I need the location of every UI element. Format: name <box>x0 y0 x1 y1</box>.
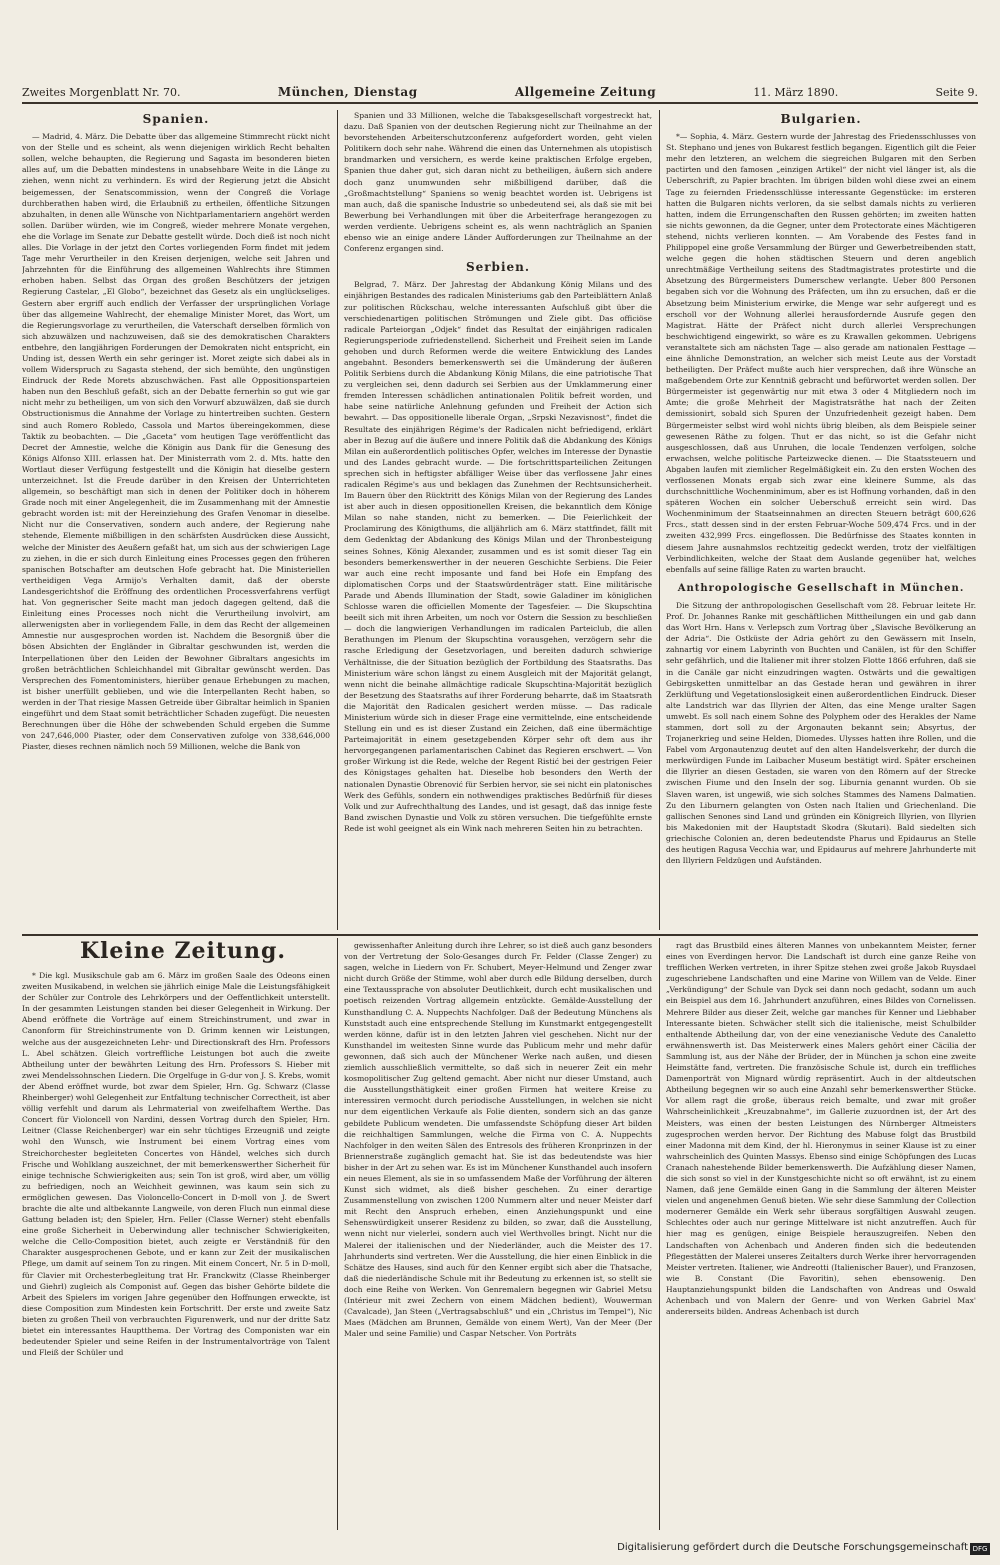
newspaper-title: Allgemeine Zeitung <box>514 85 657 99</box>
article-gemaelde-ausstellung: gewissenhafter Anleitung durch ihre Lehrer, so ist dieß auch ganz besonders von der Vertretung der Solo-Gesanges durch Fr. Felder (Classe Zenger) zu sagen, welche in Liedern von Fr. Schubert, Meyer-Helmund und Zenger zwar nicht durch Größe der Stimme, wohl aber durch edle Bildung derselben, durch eine Textaussprache von absoluter Deutlichkeit, durch echt musikalischen und poetisch reizenden Vortrag allgemein entzückte. Gemälde-Ausstellung der Kunsthandlung C. A. Nuppechts Nachfolger. Daß der Bedeutung Münchens als Kunststadt auch eine entsprechende Stellung im Kunstmarkt entgegengestellt werden könne, dafür ist in den letzten Jahren viel geschehen. Nicht nur der Kunsthandel im weitesten Sinne wurde das Publicum mehr und mehr dafür gewonnen, daß sich auch der Münchener Werke nach außen, und diesen ziemlich ausschließlich vermittelte, so daß sich in neuerer Zeit ein mehr kosmopolitischer Zug geltend gemacht. Aber nicht nur dieser Umstand, auch die Ausstellungsthätigkeit einer großen Firmen hat weitere Kreise zu interessiren vermocht durch periodische Ausstellungen, in welchen sie nicht nur dem eigentlichen Verkaufe als Folie dienten, sondern sich an das ganze gebildete Publicum wendeten. Die umfassendste Schöpfung dieser Art bilden die reichhaltigen Sammlungen, welche die Firma von C. A. Nuppechts Nachfolger in den weiten Sälen des Entresols des früheren Kronprinzen in der Briennerstraße zugänglich gemacht hat. Sie ist das bedeutendste was hier bisher in der Art zu sehen war. Es ist im Münchener Kunsthandel auch insofern ein neues Element, als sie in so umfassendem Maße der Vorführung der älteren Kunst sich widmet, als dieß bisher geschehen. Zu einer derartige Zusammenstellung von zwischen 1200 Nummern alter und neuer Meister darf mit Recht den Anspruch erheben, einen Anziehungspunkt und eine Sehenswürdigkeit unserer Residenz zu bilden, so zwar, daß die Ausstellung, wenn nicht nur vielerlei, sondern auch viel Werthvolles bringt. Nicht nur die Malerei der italienischen und der Niederländer, auch die Meister des 17. Jahrhunderts sind vertreten. Wer die Ausstellung, die hier einen Einblick in die Schätze des Hauses, sind auch für den Kenner ergibt sich aber die Thatsache, daß die niederländische Schule mit ihr Bedeutung zu erkennen ist, so stellt sie doch eine Reihe von Werken. Von Genremalern begegnen wir Gabriel Metsu (Intérieur mit zwei Zechern von einem Mädchen bedient), Wouwerman (Cavalcade), Jan Steen („Vertragsabschluß“ und ein „Christus im Tempel“), Nic Maes (Mädchen am Brunnen, Gemälde von einem Wert), Van der Meer (Der Maler und seine Familie) und Caspar Netscher. Von Porträts <box>344 941 652 1339</box>
column-rule <box>659 110 660 930</box>
digitization-credit: Digitalisierung gefördert durch die Deutsche Forschungsgemeinschaft <box>617 1542 968 1553</box>
column-kleine-zeitung-1 <box>22 970 330 1530</box>
column-kleine-zeitung-2 <box>344 940 652 1530</box>
dfg-logo: DFG <box>970 1543 990 1555</box>
column-serbien <box>344 110 652 928</box>
column-rule <box>659 938 660 1530</box>
issue-date: 11. März 1890. <box>753 86 839 99</box>
section-heading-serbien: Serbien. <box>465 260 531 275</box>
column-rule <box>337 110 338 930</box>
city-day: München, Dienstag <box>277 85 418 99</box>
issue-label: Zweites Morgenblatt Nr. 70. <box>22 86 181 99</box>
article-anthropologische: Die Sitzung der anthropologischen Gesellschaft vom 28. Februar leitete Hr. Prof. Dr. Johannes Ranke mit geschäftlichen Mittheilungen ein und gab dann das Wort Hrn. Hans v. Verlepsch zum Vortrag über „Slavische Bevölkerung an der Adria“. Die Ostküste der Adria gehört zu den Gewässern mit Inseln, zahnartig vor einem Labyrinth von Buchten und Canälen, ist für den Schiffer sehr gefährlich, und die Italiener mit ihrer stolzen Flotte 1866 erfuhren, daß sie in die Canäle gar nicht einzudringen wagten. Ostwärts und die gewaltigen Gebirgsketten unmittelbar an das Gestade heran und gewähren in ihrer Zerklüftung und Vegetationslosigkeit einen außerordentlichen Eindruck. Dieser alte Landstrich war das Illyrien der Alten, das eine Menge uralter Sagen umwebt. Es soll nach einem Sohne des Polyphem oder des Herakles der Name stammen, dort soll zu der Argonauten bekannt sein; Absyrtus, der Trojanerkrieg und seine Helden, Diomedes. Ulysses hatten ihre Rollen, und die Fabel vom Argonautenzug deutet auf den alten Handelsverkehr, der durch die merkwürdigen Funde im Laibacher Museum bestätigt wird. Später erscheinen die Illyrier an diesen Gestaden, sie waren von den Römern auf der Strecke zwischen Fiume und den Inseln der sog. Liburnia genannt wurden. Ob sie Slaven waren, ist ungewiß, wie sich solches Stammes des Namens Dalmatien. Zu den Liburnern gelangten von Osten nach Italien und Griechenland. Die gallischen Senones sind Land und gründen ein Königreich Illyrien, von Illyrien bis Makedonien mit der Hauptstadt Skodra (Skutari). Bald siedelten sich griechische Colonien an, deren bedeutendste Pharus und Epidaurus an Stelle des heutigen Ragusa Vecchia war, und Epidaurus auf mehrere Jahrhunderte mit den Illyriern Feldzügen und Aufständen. <box>666 600 976 866</box>
page-number: Seite 9. <box>935 86 978 99</box>
article-spanien: — Madrid, 4. März. Die Debatte über das allgemeine Stimmrecht rückt nicht von der Stelle und es scheint, als wenn diejenigen wirklich Recht behalten sollen, welche behaupten, die Regierung und Sagasta im besonderen bieten alles auf, um die Debatten mindestens in unabsehbare Weite in die Länge zu ziehen, wenn nicht zu verhindern. Es wird der Regierung jetzt die Absicht beigemessen, der Senatscommission, wenn der Congreß die Vorlage durchberathen haben wird, die Erlaubniß zu ertheilen, öffentliche Sitzungen abzuhalten, in denen alle Wünsche von Nichtparlamentariern angehört werden sollen. Darüber würden, wie im Congreß, wieder mehrere Monate vergehen, ehe die Vorlage im Senate zur Debatte gestellt würde. Doch dieß ist noch nicht alles. Die Vorlage in der jetzt den Cortes vorliegenden Form findet mit jedem Tage mehr Verurtheiler in den Kreisen derjenigen, welche seit Jahren und Jahrzehnten für die Einführung des allgemeinen Wahlrechts ihre Stimmen erhoben haben. Selbst das Organ des großen Beschützers der jetzigen Regierung Castelar, „El Globo“, bezeichnet das Gesetz als ein unglückseliges. Gestern aber ergriff auch endlich der Verfasser der ursprünglichen Vorlage über das allgemeine Wahlrecht, der ehemalige Minister Moret, das Wort, um die Regierungsvorlage zu verurtheilen, die Vaterschaft derselben förmlich von sich abzuwälzen und nachzuweisen, daß sie des demokratischen Charakters entbehre, den langjährigen Forderungen der Demokraten nicht entspricht, ein Unding ist, dessen Werth ein sehr geringer ist. Moret zeigte sich dabei als in vollem Widerspruch zu Sagasta stehend, der sich bemühte, den ungünstigen Eindruck der Rede Morets abzuschwächen. Fast alle Oppositionsparteien haben nun den Beschluß gefaßt, sich an der Debatte fernerhin so gut wie gar nicht mehr zu betheiligen, um von sich den Vorwurf abzuwälzen, daß sie durch Obstructionismus die Annahme der Vorlage zu hintertreiben suchten. Gestern sind auch Romero Robledo, Cassola und Martos übereingekommen, diese Taktik zu beobachten. — Die „Gaceta“ vom heutigen Tage veröffentlicht das Decret der Amnestie, welche die Königin aus Dank für die Genesung des Königs Alfonso XIII. erlassen hat. Der Ministerrath vom 2. d. Mts. hatte den Wortlaut dieser Verfügung festgestellt und die Königin hat dieselbe gestern unterzeichnet. Ist die Freude darüber in den Kreisen der Unterrichteten allgemein, so beschäftigt man sich in denen der Politiker doch in höherem Grade noch mit einer Angelegenheit, die im Zusammenhang mit der Amnestie gebracht worden ist: mit der Hereinziehung des Grafen Venomar in dieselbe. Nicht nur die Conservativen, sondern auch andere, der Regierung nahe stehende, Elemente mißbilligen in den schärfsten Ausdrücken diese Aussicht, welche der Minister des Aeußern gefaßt hat, um sich aus der schwierigen Lage zu ziehen, in die er sich durch Einleitung eines Processes gegen den früheren spanischen Botschafter am deutschen Hofe gebracht hat. Die Ministeriellen vertheidigen Vega Armijo's Verhalten damit, daß der oberste Landesgerichtshof die Eröffnung des ordentlichen Processverfahrens verfügt hat. Von gegnerischer Seite macht man jedoch dagegen geltend, daß die Einleitung eines Processes noch nicht die Verurtheilung involvirt, am allerwenigsten aber in vorliegendem Falle, in dem das Recht der allgemeinen Amnestie nur ausgesprochen worden ist. Nachdem die Besorgniß über die bösen Absichten der Engländer in Gibraltar geschwunden ist, werden die Interpellationen über den Leiden der Bewohner Gibraltars angesichts im großen beträchtlichen Schleichhandel mit Gibraltar gewünscht werden. Das Versprechen des Fomentoministers, hierüber genaue Erhebungen zu machen, ist bisher unerfüllt geblieben, und wie die Interpellanten Recht haben, so werden in der That riesige Massen Getreide über Gibraltar heimlich in Spanien eingeführt und dem Staat somit beträchtlicher Schaden zugefügt. Die neuesten Berechnungen über die Höhe der schwebenden Schuld ergeben die Summe von 247,646,000 Piaster, oder dem Conservativen zufolge von 338,646,000 Piaster, dieses rechnen nämlich noch 59 Millionen, welche die Bank von <box>22 132 330 752</box>
section-heading-kleine-zeitung: Kleine Zeitung. <box>79 938 287 964</box>
masthead <box>22 80 978 104</box>
article-bulgarien: *— Sophia, 4. März. Gestern wurde der Jahrestag des Friedensschlusses von St. Stephano und jenes von Bukarest festlich begangen. Eigentlich gilt die Feier mehr den letzteren, an welchem die siegreichen Bulgaren mit den Serben pactirten und den famosen „einzigen Artikel“ der nicht viel länger ist, als die Ueberschrift, zu Papier brachten. Im übrigen bilden wohl diese zwei an einem Tage zu feiernden Friedensschlüsse interessante Gegenstücke: im ersteren hatten die Bulgaren nichts verloren, da sie selbst damals nichts zu verlieren hatten, indem die Errungenschaften den Russen gehörten; im zweiten hatten sie nichts gewonnen, da die Gegner, unter dem Protectorate eines Mächtigeren stehend, nichts verlieren konnten. — Am Vorabende des Festes fand in Philippopel eine große Versammlung der Bürger und Gewerbetreibenden statt, welche gegen die hohen städtischen Steuern und deren angeblich unrechtmäßige Vertheilung seitens des Stadtmagistrates protestirte und die Absetzung des Bürgermeisters Dumerschew verlangte. Ueber 800 Personen begaben sich vor die Wohnung des Präfecten, um ihn zu ersuchen, daß er die Absetzung beim Ministerium erwirke, die Menge war sehr aufgeregt und es erscholl vor der Wohnung allerlei herausfordernde Ausrufe gegen den Magistrat. Hätte der Präfect nicht durch allerlei Versprechungen beschwichtigend eingewirkt, so wäre es zu Krawallen gekommen. Uebrigens veranstaltete sich am nächsten Tage — also gerade am nationalen Festtage — eine ähnliche Demonstration, an welcher sich meist Leute aus der Vorstadt betheiligten. Der Präfect mußte auch hier versprechen, daß ihre Wünsche an maßgebendem Orte zur Kenntniß gebracht und befürwortet werden sollen. Der Bürgermeister ist gegenwärtig nur mit etwa 3 oder 4 Mitgliedern noch im Amte; die große Mehrheit der Magistratsräthe hat nach der Zeiten demissionirt, sobald sich Spuren der Unzufriedenheit gezeigt haben. Dem Bürgermeister selbst wird wohl nichts übrig bleiben, als dem Beispiele seiner gewesenen Räthe zu folgen. Thut er das nicht, so ist die Gefahr nicht ausgeschlossen, daß aus Unruhen, die locale Tendenzen verfolgen, solche erwachsen, welche politische Parteizwecke dienen. — Die Staatssteuern und Abgaben laufen mit ziemlicher Regelmäßigkeit ein. Zu den ersten Wochen des verflossenen Monats ergab sich zwar eine kleinere Summe, als das durchschnittliche Wochenminimum, aber es ist Hoffnung vorhanden, daß in den späteren Wochen ein solcher Ueberschuß erreicht sein wird. Das Wochenminimum der Staatseinnahmen an directen Steuern beträgt 600,626 Frcs., statt dessen sind in der ersten Februar-Woche 509,474 Frcs. und in der zweiten 432,999 Frcs. eingeflossen. Die Bedürfnisse des Staates konnten in diesem Jahre ausnahmslos rechtzeitig gedeckt werden, trotz der vielfältigen Verbindlichkeiten, welche der Staat dem Auslande gegenüber hat, welches ebenfalls auf seine fällige Raten zu warten braucht. <box>666 132 976 574</box>
column-rule <box>337 938 338 1530</box>
article-gemaelde-continued: ragt das Brustbild eines älteren Mannes von unbekanntem Meister, ferner eines von Everdingen hervor. Die Landschaft ist durch eine ganze Reihe von trefflichen Werken vertreten, in ihrer Spitze stehen zwei große Jakob Ruysdael zugeschriebene Landschaften und eine Marine von Willem van de Velde. Einer „Verkündigung“ der Schule van Dyck sei dann noch gedacht, sodann um auch ein Beispiel aus dem 16. Jahrhundert anzuführen, eines Bildes von Cornelissen. Mehrere Bilder aus dieser Zeit, welche gar manches für Kenner und Liebhaber Interessante bieten. Schwächer stellt sich die italienische, meist Schulbilder enthaltende Abtheilung dar, von der eine venezianische Vedute des Canaletto erwähnenswerth ist. Das Meisterwerk eines Malers gehört einer Cäcilia der Sammlung ist, aus der Nähe der Brüder, der in München ja schon eine zweite Heimstätte fand, vertreten. Die französische Schule ist, durch ein treffliches Damenporträt von Mignard würdig repräsentirt. Auch in der altdeutschen Abtheilung begegnen wir so auch eine Anzahl sehr bemerkenswerther Stücke. Vor allem ragt die große, überaus reich bemalte, und zwar mit großer Wahrscheinlichkeit „Kreuzabnahme“, im Gallerie zuzuordnen ist, der Art des Meisters, was einen der besten Leistungen des Nürnberger Altmeisters zugesprochen werden hervor. Der Richtung des Mabuse folgt das Brustbild einer Madonna mit dem Kind, der hl. Hieronymus in seiner Klause ist zu einer wahrscheinlich des Quinten Massys. Ebenso sind einige Schöpfungen des Lucas Cranach nahestehende Bilder bemerkenswerth. Die Aufzählung dieser Namen, die sich sonst so viel in der Kunstgeschichte nicht so oft erwähnt, ist zu einem Namen, daß jene Gemälde einen Gang in die Sammlung der älteren Meister vielen und angenehmen Genuß bieten. Wie sehr diese Sammlung der Collection modernerer Gemälde ein Werk sehr überaus sorgfältigen Auswahl zeugen. Schlechtes oder auch nur geringe Mittelware ist nicht anzutreffen. Auch für hier mag es genügen, einige Beispiele herauszugreifen. Neben den Landschaften von Achenbach und Anderen finden sich die bedeutenden Pflegestätten der Malerei unseres Zeitalters durch Werke ihrer hervorragenden Meister vertreten. Italiener, wie Andreotti (Italienischer Bauer), und Franzosen, wie B. Constant (Die Favoritin), sehen ebensowenig. Den Hauptanziehungspunkt bilden die Landschaften von Andreas und Oswald Achenbach und von Malern der Genre- und von Werken Gabriel Max' andererseits bilden. Andreas Achenbach ist durch <box>666 941 976 1317</box>
article-musikschule: * Die kgl. Musikschule gab am 6. März im großen Saale des Odeons einen zweiten Musikabend, in welchen sie jährlich einige Male die Leistungsfähigkeit der Schüler zur Controle des Lehrkörpers und der Oeffentlichkeit unterstellt. In der gesammten Leistungen standen bei dieser Gelegenheit in Wirkung. Der Abend eröffnete die Vorträge auf einem Streichinstrument, und zwar in Canonform für Streichinstrumente von D. Grimm kennen wir Leistungen, welche aus der ausgezeichneten Lehr- und Directionskraft des Hrn. Professors L. Abel schätzen. Gleich vortreffliche Leistungen bot auch die zweite Abtheilung unter der bewährten Leitung des Hrn. Professors S. Hieber mit zwei Mendelssohnschen Liedern. Die Orgelfuge in G-dur von J. S. Krebs, womit der Abend eröffnet wurde, bot zwar dem Spieler, Hrn. Gg. Schwarz (Classe Rheinberger) wohl Gelegenheit zur Entfaltung technischer Correctheit, ist aber völlig verfehlt und darum als Lehrmaterial von zweifelhaftem Werthe. Das Concert für Violoncell von Nardini, dessen Vortrag durch den Spieler, Hrn. Leitner (Classe Reichenberger) war ein sehr tüchtiges Erzeugniß und zeigte wohl den Wunsch, wie Instrument bei einem Vortrag eines vom Streichorchester begleiteten Concertes von Händel, welches sich durch Frische und Wohlklang auszeichnet, der mit bemerkenswerther Sicherheit für einige technische Schwierigkeiten aus; sein Ton ist groß, wird aber, um völlig zu befriedigen, noch an Weichheit gewinnen, was kaum sein sich zu ermöglichen gewesen. Das Violoncello-Concert in D-moll von J. de Swert brachte die alte und altbekannte Langweile, von deren Fluch nun einmal diese Gattung beladen ist; den Spieler, Hrn. Feller (Classe Werner) steht ebenfalls eine große Sicherheit in Ueberwindung aller technischer Schwierigkeiten, welche die Cello-Composition bietet, auch zeigte er Verständniß für den Charakter ausgesprochenen Gebote, und er kann zur Zeit der musikalischen Pflege, um damit auf seinem Ton zu ringen. Mit einem Concert, Nr. 5 in D-moll, für Clavier mit Orchesterbegleitung trat Hr. Franckwitz (Classe Rheinberger und Giehrl) zugleich als Componist auf. Gegen das bisher Gehörte bildete die Arbeit des Spielers im vorigen Jahre gegenüber den Hoffnungen erweckte, ist diese Composition zum Mindesten kein Fortschritt. Der erste und zweite Satz bieten zu großen Theil von verbrauchten Figurenwerk, und nur der dritte Satz bietet ein interessantes Hauptthema. Der Vortrag des Componisten war ein bedeutender Spieler und seine Reifen in der Instrumentalvorträge von Talent und Fleiß der Schüler und <box>22 971 330 1358</box>
section-divider <box>22 934 978 936</box>
section-heading-bulgarien: Bulgarien. <box>780 112 862 126</box>
column-spanien <box>22 110 330 928</box>
newspaper-page <box>22 70 978 1535</box>
column-kleine-zeitung-3 <box>666 940 976 1530</box>
section-heading-spanien: Spanien. <box>142 112 210 126</box>
article-spanien-continued: Spanien und 33 Millionen, welche die Tabaksgesellschaft vorgestreckt hat, dazu. Daß Spanien von der deutschen Regierung nicht zur Theilnahme an der bevorstehenden Arbeiterschutzconferenz aufgefordert worden, geht vielen Politikern doch sehr nahe. Während die einen das Unternehmen als utopistisch brandmarken und versichern, es werde keine praktischen Erfolge ergeben, Spanien thue daher gut, sich daran nicht zu betheiligen, äußern sich andere doch ganz unumwunden sehr mißbilligend darüber, daß die „Großmachtstellung“ Spaniens so wenig beachtet worden ist. Uebrigens ist man auch, daß die spanische Industrie so unbedeutend sei, als daß sie mit bei Bewerbung bei Verhandlungen mit über die Arbeiterfrage herangezogen zu werden verdiente. Uebrigens scheint es, als wenn nachträglich an Spanien ebenso wie an einige andere Länder Aufforderungen zur Theilnahme an der Conferenz ergangen sind. <box>344 111 652 254</box>
section-heading-anthropologische: Anthropologische Gesellschaft in München. <box>677 582 965 594</box>
article-serbien: Belgrad, 7. März. Der Jahrestag der Abdankung König Milans und des einjährigen Bestandes des radicalen Ministeriums gab den Parteiblättern Anlaß zur politischen Rückschau, welche interessanten Aufschluß gibt über die verschiedenartigen politischen Strömungen und Ziele gibt. Das officiöse radicale Parteiorgan „Odjek“ findet das Resultat der einjährigen radicalen Regierungsperiode zufriedenstellend. Sicherheit und Freiheit seien im Lande gehoben und durch Reformen werde die weitere Entwicklung des Landes angebahnt. Besonders bemerkenswerth sei die Umänderung der äußeren Politik Serbiens durch die Abdankung König Milans, die eine patriotische That zu vergleichen sei, denn dadurch sei Serbien aus der Umklammerung einer fremden Interessen schädlichen antinationalen Politik befreit worden, und habe seine natürliche Anlehnung gefunden und Freiheit der Action sich bewahrt. — Das oppositionelle liberale Organ, „Srpski Nezavisnost“, findet die Resultate des einjährigen Régime's der Radicalen nicht befriedigend, erklärt aber in Bezug auf die äußere und innere Politik daß die Abdankung des Königs Milan ein außerordentlich politisches Opfer, welches im Interesse der Dynastie und des Landes gebracht wurde. — Die fortschrittsparteilichen Zeitungen sprechen sich in heftigster abfälliger Weise über das verflossene Jahr eines radicalen Régime's aus und beklagen das Zunehmen der Rechtsunsicherheit. Im Bauern über den Rücktritt des Königs Milan von der Regierung des Landes ist aber auch in diesen oppositionellen Kreisen, die bekanntlich dem Könige Milan so nahe standen, nicht zu bemerken. — Die Feierlichkeit der Proclamirung des Königthums, die alljährlich am 6. März stattfindet, fällt mit dem Gedenktag der Abdankung des Königs Milan und der Thronbesteigung seines Sohnes, König Alexander, zusammen und es ist somit dieser Tag ein besonders bemerkenswerther in der neueren Geschichte Serbiens. Die Feier war auch eine recht imposante und fand bei Hofe ein Empfang des diplomatischen Corps und der Staatswürdenträger statt. Eine militärische Parade und Abends Illumination der Stadt, sowie Galadiner im königlichen Schlosse waren die officiellen Momente der Tagesfeier. — Die Skupschtina beeilt sich mit ihren Arbeiten, um noch vor Ostern die Session zu beschließen — doch die langwierigen Verhandlungen im radicalen Parteiclub, die allen Berathungen im Plenum der Skupschtina vorausgehen, verzögern sehr die rasche Erledigung der Gesetzvorlagen, und bereiten dadurch schwierige Verhältnisse, die der Situation bezüglich der Fortbildung des Staatsraths. Das Ministerium wäre schon längst zu einem Ausgleich mit der Majorität gelangt, wenn nicht die beinahe allmächtige radicale Skupschtina-Majorität bezüglich der Besetzung des Staatsraths auf ihrer Forderung beharrte, daß im Staatsrath die Majorität den Radicalen gesichert werden müsse. — Das radicale Ministerium würde sich in dieser Frage eine vermittelnde, eine entscheidende Stellung ein und es ist dieser Zustand ein Zeichen, daß eine übermächtige Parteimajorität in einem gesetzgebenden Körper sehr oft dem aus ihr hervorgegangenen parlamentarischen Cabinet das Regieren erschwert. — Von großer Wirkung ist die Rede, welche der Regent Ristić bei der gestrigen Feier des Königstages gehalten hat. Dieselbe hob besonders den Werth der nationalen Dynastie Obrenović für Serbien hervor, sie sei nicht ein platonisches Werk des Gefühls, sondern ein nothwendiges praktisches Bedürfniß für dieses Volk und zur Aufrechthaltung des Landes, und ist gesagt, daß das innige feste Band zwischen Dynastie und Volk zu stören versuchen. Die tiefgefühlte ernste Rede ist wohl geeignet als ein Wink nach mehreren Seiten hin zu betrachten. <box>344 280 652 833</box>
column-bulgarien <box>666 110 976 928</box>
